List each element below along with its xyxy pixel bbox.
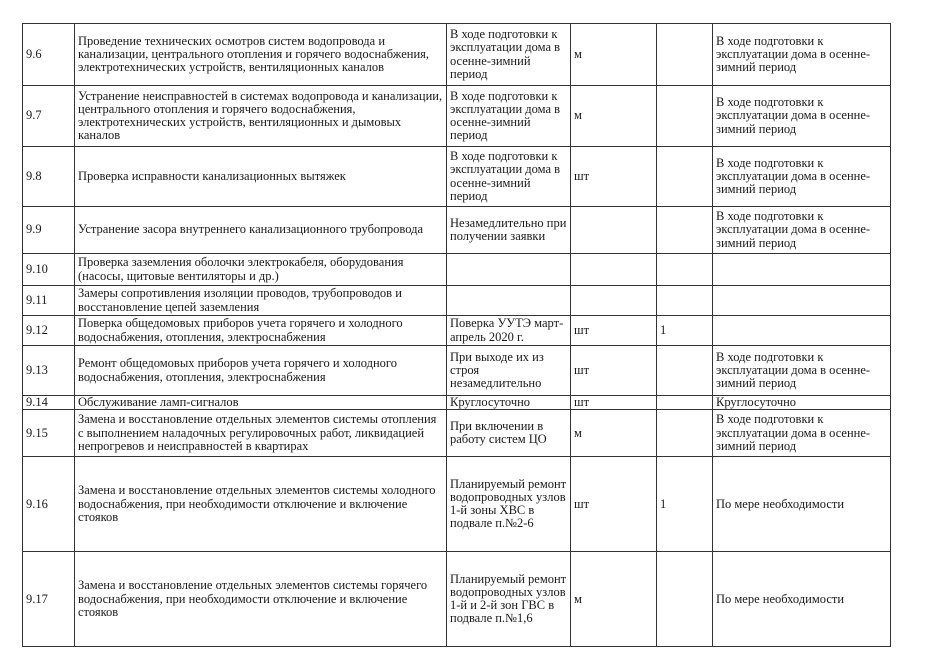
row-number: 9.6 — [23, 24, 75, 86]
unit-cell — [571, 254, 657, 286]
quantity-cell — [657, 552, 713, 647]
table-row — [23, 86, 891, 147]
frequency-note: В ходе подготовки к эксплуатации дома в осенне-зимний период — [713, 147, 891, 207]
frequency-note — [713, 316, 891, 346]
work-schedule: Незамедлительно при получении заявки — [447, 207, 571, 254]
quantity-cell: 1 — [657, 316, 713, 346]
unit-cell: м — [571, 410, 657, 457]
frequency-note: В ходе подготовки к эксплуатации дома в осенне-зимний период — [713, 86, 891, 147]
work-description: Устранение засора внутреннего канализационного трубопровода — [75, 207, 447, 254]
work-description: Проверка исправности канализационных вытяжек — [75, 147, 447, 207]
work-schedule — [447, 286, 571, 316]
unit-cell: шт — [571, 457, 657, 552]
table-row — [23, 24, 891, 86]
unit-cell: шт — [571, 147, 657, 207]
unit-cell — [571, 207, 657, 254]
row-number: 9.14 — [23, 396, 75, 410]
work-description: Замена и восстановление отдельных элементов системы холодного водоснабжения, при необходимости отключение и включение стояков — [75, 457, 447, 552]
table-row — [23, 552, 891, 647]
work-description: Обслуживание ламп-сигналов — [75, 396, 447, 410]
work-schedule: В ходе подготовки к эксплуатации дома в осенне-зимний период — [447, 147, 571, 207]
unit-cell: м — [571, 552, 657, 647]
work-schedule: При включении в работу систем ЦО — [447, 410, 571, 457]
unit-cell: шт — [571, 396, 657, 410]
unit-cell: шт — [571, 316, 657, 346]
frequency-note: Круглосуточно — [713, 396, 891, 410]
work-description: Замена и восстановление отдельных элементов системы отопления с выполнением наладочных регулировочных работ, ликвидацией непрогревов и неисправностей в квартирах — [75, 410, 447, 457]
work-schedule: Планируемый ремонт водопроводных узлов 1-й зоны ХВС в подвале п.№2-6 — [447, 457, 571, 552]
work-schedule: В ходе подготовки к эксплуатации дома в осенне-зимний период — [447, 24, 571, 86]
row-number: 9.17 — [23, 552, 75, 647]
table-row — [23, 396, 891, 410]
work-description: Поверка общедомовых приборов учета горячего и холодного водоснабжения, отопления, электроснабжения — [75, 316, 447, 346]
table-row — [23, 410, 891, 457]
table-row — [23, 346, 891, 396]
quantity-cell — [657, 24, 713, 86]
quantity-cell — [657, 86, 713, 147]
row-number: 9.13 — [23, 346, 75, 396]
frequency-note: В ходе подготовки к эксплуатации дома в осенне-зимний период — [713, 24, 891, 86]
works-table — [22, 23, 891, 647]
unit-cell: шт — [571, 346, 657, 396]
work-description: Проведение технических осмотров систем водопровода и канализации, центрального отопления и горячего водоснабжения, электротехнических устройств, вентиляционных каналов — [75, 24, 447, 86]
work-description: Замена и восстановление отдельных элементов системы горячего водоснабжения, при необходимости отключение и включение стояков — [75, 552, 447, 647]
row-number: 9.8 — [23, 147, 75, 207]
unit-cell — [571, 286, 657, 316]
frequency-note: В ходе подготовки к эксплуатации дома в осенне-зимний период — [713, 346, 891, 396]
work-schedule: Планируемый ремонт водопроводных узлов 1-й и 2-й зон ГВС в подвале п.№1,6 — [447, 552, 571, 647]
row-number: 9.12 — [23, 316, 75, 346]
unit-cell: м — [571, 86, 657, 147]
work-description: Ремонт общедомовых приборов учета горячего и холодного водоснабжения, отопления, электроснабжения — [75, 346, 447, 396]
table-row — [23, 457, 891, 552]
quantity-cell — [657, 147, 713, 207]
document-page — [22, 23, 890, 647]
frequency-note: В ходе подготовки к эксплуатации дома в осенне-зимний период — [713, 207, 891, 254]
table-row — [23, 147, 891, 207]
quantity-cell — [657, 346, 713, 396]
table-row — [23, 286, 891, 316]
quantity-cell — [657, 207, 713, 254]
frequency-note: По мере необходимости — [713, 457, 891, 552]
work-description: Проверка заземления оболочки электрокабеля, оборудования (насосы, щитовые вентиляторы и др.) — [75, 254, 447, 286]
work-description: Устранение неисправностей в системах водопровода и канализации, центрального отопления и горячего водоснабжения, электротехнических устройств, вентиляционных и дымовых каналов — [75, 86, 447, 147]
frequency-note — [713, 254, 891, 286]
work-schedule — [447, 254, 571, 286]
quantity-cell — [657, 410, 713, 457]
quantity-cell — [657, 286, 713, 316]
quantity-cell: 1 — [657, 457, 713, 552]
work-schedule: Круглосуточно — [447, 396, 571, 410]
table-body — [23, 24, 891, 647]
frequency-note: По мере необходимости — [713, 552, 891, 647]
table-row — [23, 254, 891, 286]
unit-cell: м — [571, 24, 657, 86]
row-number: 9.16 — [23, 457, 75, 552]
work-schedule: Поверка УУТЭ март-апрель 2020 г. — [447, 316, 571, 346]
row-number: 9.11 — [23, 286, 75, 316]
row-number: 9.10 — [23, 254, 75, 286]
frequency-note — [713, 286, 891, 316]
table-row — [23, 207, 891, 254]
row-number: 9.9 — [23, 207, 75, 254]
work-schedule: При выходе их из строя незамедлительно — [447, 346, 571, 396]
row-number: 9.7 — [23, 86, 75, 147]
quantity-cell — [657, 396, 713, 410]
work-description: Замеры сопротивления изоляции проводов, трубопроводов и восстановление цепей заземления — [75, 286, 447, 316]
work-schedule: В ходе подготовки к эксплуатации дома в осенне-зимний период — [447, 86, 571, 147]
row-number: 9.15 — [23, 410, 75, 457]
frequency-note: В ходе подготовки к эксплуатации дома в осенне-зимний период — [713, 410, 891, 457]
table-row — [23, 316, 891, 346]
quantity-cell — [657, 254, 713, 286]
